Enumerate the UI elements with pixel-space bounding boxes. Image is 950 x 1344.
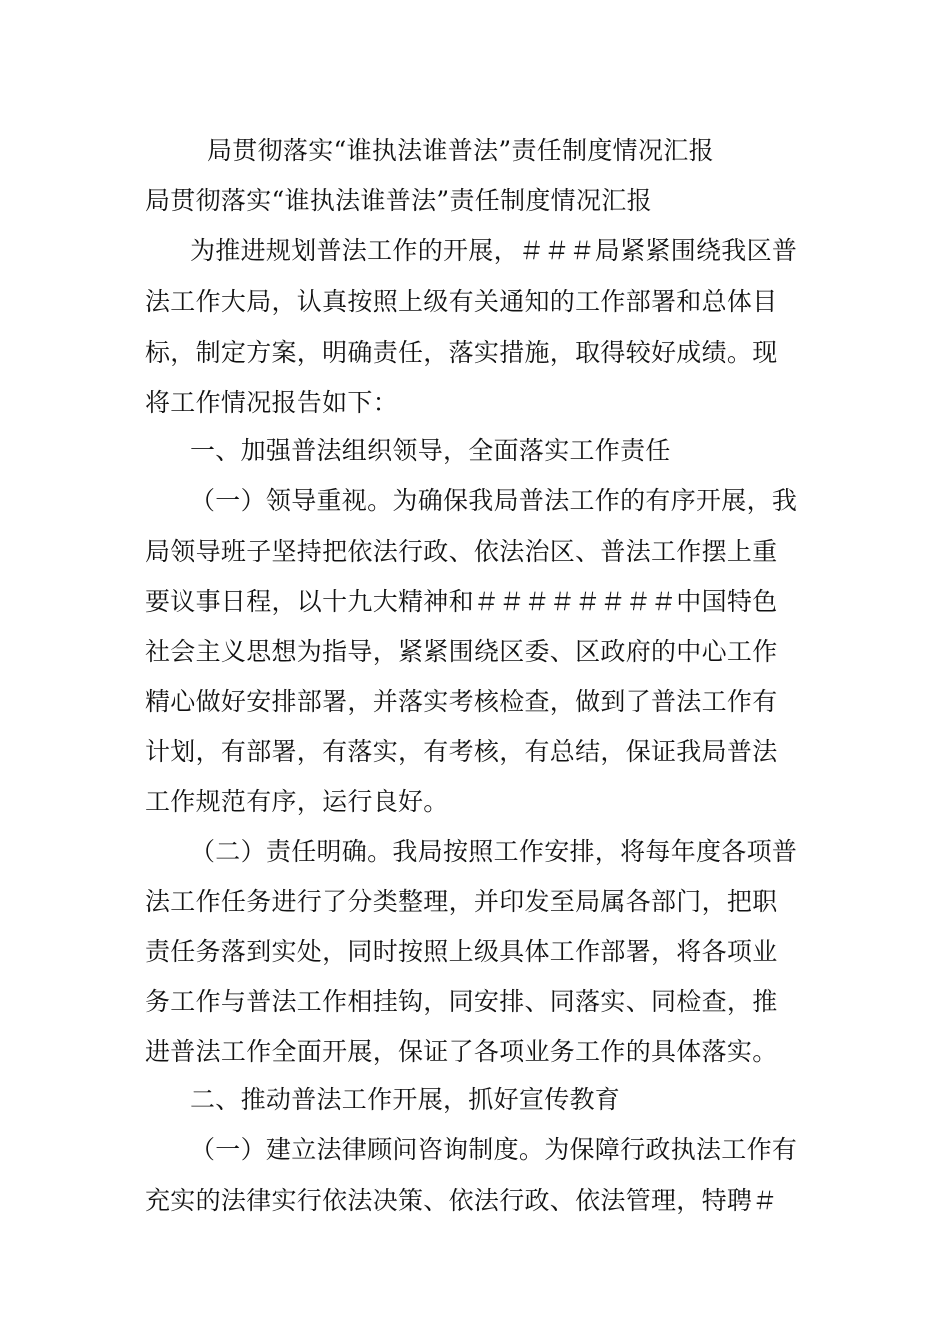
paragraph-1-2-line: 责任务落到实处，同时按照上级具体工作部署，将各项业 <box>145 937 778 966</box>
paragraph-intro-line: 将工作情况报告如下： <box>145 388 399 417</box>
paragraph-1-1-line: 社会主义思想为指导，紧紧围绕区委、区政府的中心工作 <box>145 637 778 666</box>
section-heading-1: 一、加强普法组织领导，全面落实工作责任 <box>190 436 671 465</box>
paragraph-1-1-line: 要议事日程，以十九大精神和＃＃＃＃＃＃＃＃中国特色 <box>145 587 778 616</box>
paragraph-1-2-line: 法工作任务进行了分类整理，并印发至局属各部门，把职 <box>145 887 778 916</box>
paragraph-intro-line: 标，制定方案，明确责任，落实措施，取得较好成绩。现 <box>145 338 778 367</box>
paragraph-1-2-line: 进普法工作全面开展，保证了各项业务工作的具体落实。 <box>145 1037 778 1066</box>
paragraph-2-1-line: 充实的法律实行依法决策、依法行政、依法管理，特聘＃ <box>145 1186 778 1215</box>
paragraph-1-2-line: （二）责任明确。我局按照工作安排，将每年度各项普 <box>190 837 798 866</box>
paragraph-1-1-line: 工作规范有序，运行良好。 <box>145 787 449 816</box>
paragraph-intro-line: 法工作大局，认真按照上级有关通知的工作部署和总体目 <box>145 287 778 316</box>
document-title: 局贯彻落实“谁执法谁普法”责任制度情况汇报 <box>207 136 714 165</box>
paragraph-1-1-line: （一）领导重视。为确保我局普法工作的有序开展，我 <box>190 486 798 515</box>
paragraph-2-1-line: （一）建立法律顾问咨询制度。为保障行政执法工作有 <box>190 1135 798 1164</box>
document-subtitle: 局贯彻落实“谁执法谁普法”责任制度情况汇报 <box>145 186 652 215</box>
paragraph-1-2-line: 务工作与普法工作相挂钩，同安排、同落实、同检查，推 <box>145 987 778 1016</box>
paragraph-1-1-line: 局领导班子坚持把依法行政、依法治区、普法工作摆上重 <box>145 537 778 566</box>
paragraph-1-1-line: 计划，有部署，有落实，有考核，有总结，保证我局普法 <box>145 737 778 766</box>
paragraph-1-1-line: 精心做好安排部署，并落实考核检查，做到了普法工作有 <box>145 687 778 716</box>
section-heading-2: 二、推动普法工作开展，抓好宣传教育 <box>190 1085 621 1114</box>
paragraph-intro-line: 为推进规划普法工作的开展，＃＃＃局紧紧围绕我区普 <box>190 236 798 265</box>
